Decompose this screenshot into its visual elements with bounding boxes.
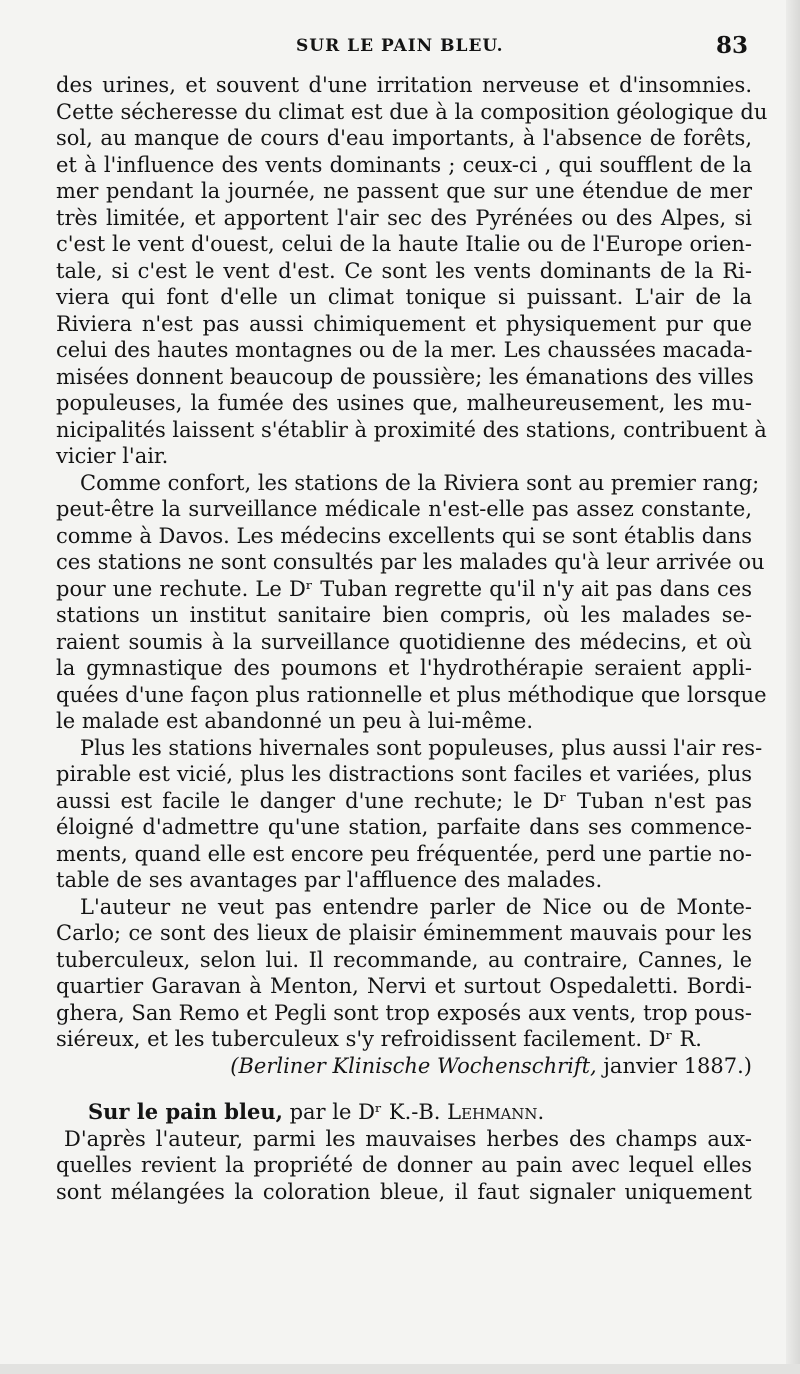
text-line: table de ses avantages par l'affluence des malades. [56,868,603,892]
text-line: Cette sécheresse du climat est due à la composition géologique du [56,99,768,124]
source-citation [56,1053,752,1080]
text-line: tuberculeux, selon lui. Il recommande, au contraire, Cannes, le [56,947,752,972]
source-date: janvier 1887.) [596,1053,752,1078]
page-number: 83 [715,32,748,59]
text-line: celui des hautes montagnes ou de la mer. Les chaussées macada- [56,338,753,362]
page-body [56,72,768,1205]
text-line: tale, si c'est le vent d'est. Ce sont les vents dominants de la Ri- [56,258,752,283]
text-line: Plus les stations hivernales sont populeuses, plus aussi l'air res- [80,735,763,760]
text-line: comme à Davos. Les médecins excellents qui se sont établis dans [56,523,753,548]
source-journal: (Berliner Klinische Wochenschrift, [230,1053,597,1078]
text-line: stations un institut sanitaire bien compris, où les malades se- [56,603,752,627]
text-line: pour une rechute. Le Dʳ Tuban regrette qu'il n'y ait pas dans ces [56,576,752,601]
text-line: le malade est abandonné un peu à lui-même. [56,709,534,733]
page-header [64,30,748,70]
text-line: c'est le vent d'ouest, celui de la haute Italie ou de l'Europe orien- [56,232,752,256]
text-line: ces stations ne sont consultés par les malades qu'à leur arrivée ou [56,550,765,574]
paragraph [56,72,768,470]
paragraph [56,735,763,894]
section-gap [56,1079,752,1099]
text-line: populeuses, la fumée des usines que, malheureusement, les mu- [56,391,752,415]
page-edge-shadow [786,0,800,1374]
new-article-heading [56,1099,752,1126]
paragraph [56,470,767,735]
running-title: SUR LE PAIN BLEU. [296,36,504,56]
text-line: sont mélangées la coloration bleue, il faut signaler uniquement [56,1179,752,1204]
text-line: et à l'influence des vents dominants ; ceux-ci , qui soufflent de la [56,152,752,177]
article-paragraphs [56,72,768,1053]
new-article-author: Lehmann. [447,1100,545,1124]
text-line: très limitée, et apportent l'air sec des Pyrénées ou des Alpes, si [56,205,752,230]
paragraph [56,894,752,1053]
new-article-paragraph [56,1126,752,1206]
text-line: pirable est vicié, plus les distractions sont faciles et variées, plus [56,762,752,786]
text-line: Carlo; ce sont des lieux de plaisir éminemment mauvais pour les [56,921,752,945]
text-line: viera qui font d'elle un climat tonique si puissant. L'air de la [56,285,752,309]
text-line: des urines, et souvent d'une irritation nerveuse et d'insomnies. [56,73,752,97]
text-line: éloigné d'admettre qu'une station, parfaite dans ses commence- [56,815,752,839]
text-line: Comme confort, les stations de la Riviera sont au premier rang; [80,470,760,495]
text-line: quelles revient la propriété de donner au pain avec lequel elles [56,1153,752,1177]
new-article-byline-prefix: par le Dʳ K.-B. [282,1100,448,1124]
text-line: L'auteur ne veut pas entendre parler de Nice ou de Monte- [80,894,752,919]
text-line: quartier Garavan à Menton, Nervi et surtout Ospedaletti. Bordi- [56,974,752,998]
text-line: sol, au manque de cours d'eau importants, à l'absence de forêts, [56,126,752,150]
new-article-title: Sur le pain bleu, [88,1099,283,1124]
text-line: raient soumis à la surveillance quotidienne des médecins, et où [56,629,752,654]
text-line: ghera, San Remo et Pegli sont trop exposés aux vents, trop pous- [56,1000,752,1025]
text-line: nicipalités laissent s'établir à proximité des stations, contribuent à [56,417,767,442]
text-line: siéreux, et les tuberculeux s'y refroidissent facilement. Dʳ R. [56,1027,702,1051]
text-line: peut-être la surveillance médicale n'est-elle pas assez constante, [56,497,752,521]
text-line: mer pendant la journée, ne passent que sur une étendue de mer [56,179,752,203]
text-line: Riviera n'est pas aussi chimiquement et physiquement pur que [56,311,752,336]
text-line: quées d'une façon plus rationnelle et plus méthodique que lorsque [56,682,767,707]
text-line: la gymnastique des poumons et l'hydrothérapie seraient appli- [56,656,752,680]
page-bottom-edge [0,1364,800,1374]
text-line: ments, quand elle est encore peu fréquentée, perd une partie no- [56,841,752,866]
text-line: vicier l'air. [56,444,169,468]
text-line: D'après l'auteur, parmi les mauvaises herbes des champs aux- [64,1126,752,1151]
text-line: aussi est facile le danger d'une rechute; le Dʳ Tuban n'est pas [56,788,752,813]
text-line: misées donnent beaucoup de poussière; les émanations des villes [56,364,754,389]
